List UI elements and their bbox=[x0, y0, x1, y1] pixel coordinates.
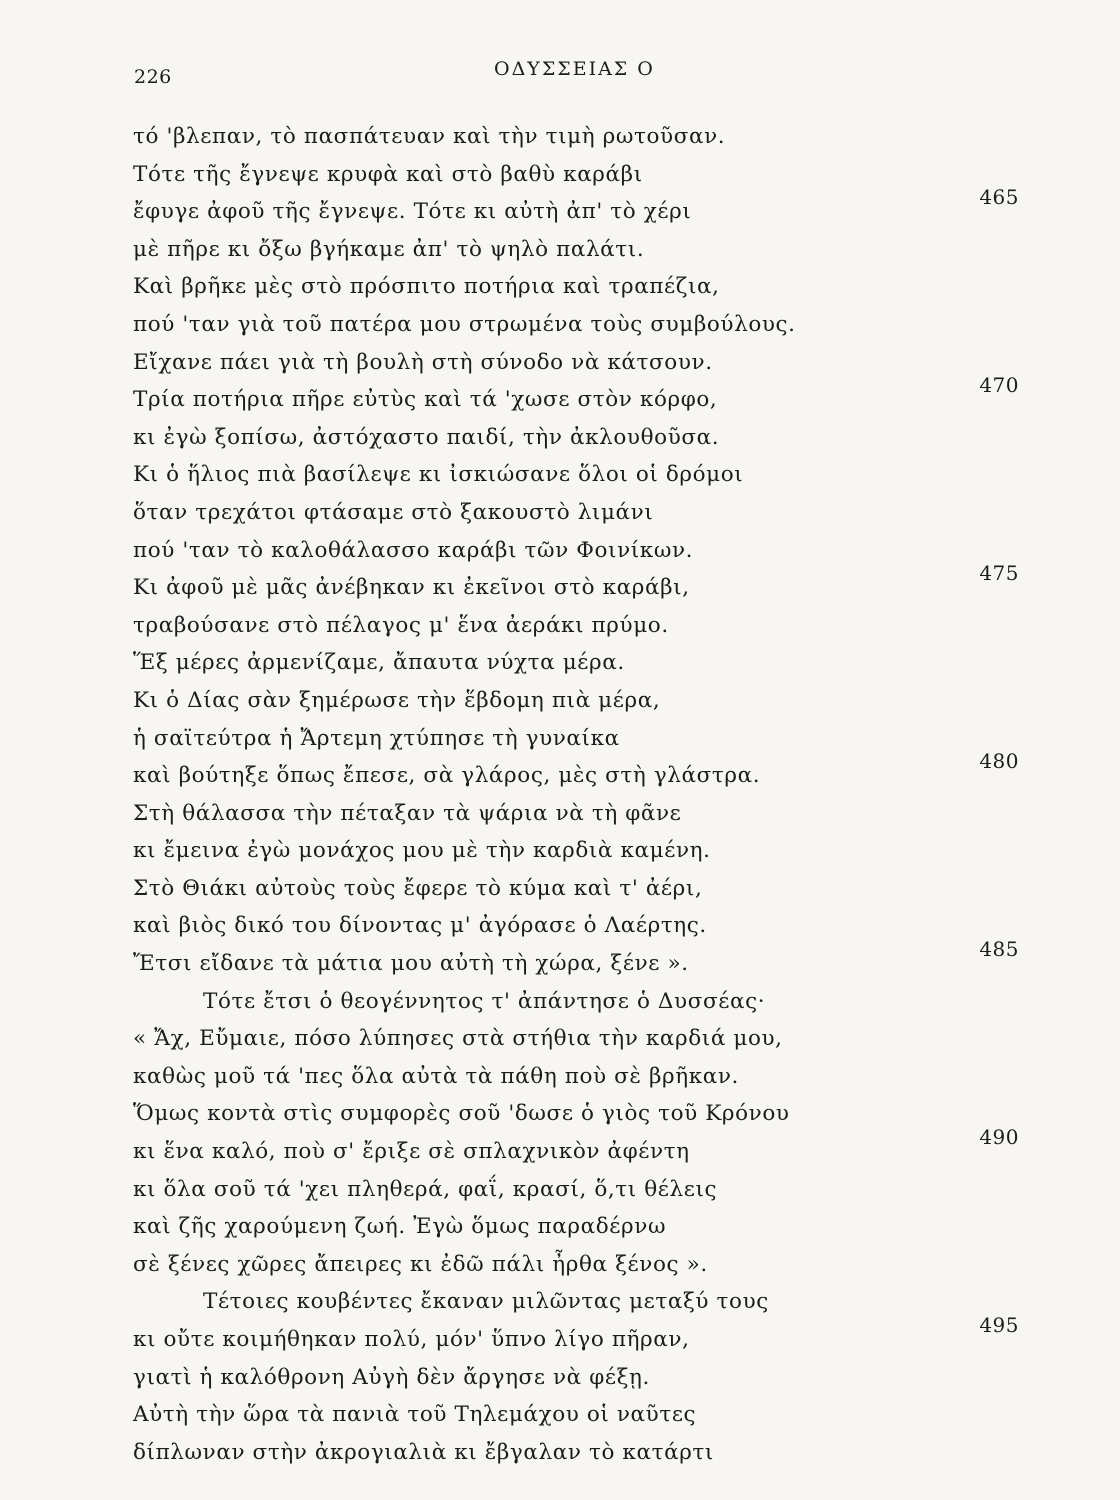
verse-line bbox=[133, 532, 1023, 570]
verse-line bbox=[133, 607, 1023, 645]
verse-line bbox=[133, 373, 1023, 419]
verse-line bbox=[133, 561, 1023, 607]
verse-text: Κι ὁ Δίας σὰν ξημέρωσε τὴν ἕβδομη πιὰ μέρα, bbox=[133, 687, 661, 713]
line-number: 475 bbox=[979, 561, 1019, 586]
verse-line bbox=[133, 185, 1023, 231]
page-number: 226 bbox=[134, 66, 172, 88]
verse-text: κι οὔτε κοιμήθηκαν πολύ, μόν' ὕπνο λίγο πῆραν, bbox=[133, 1327, 690, 1352]
verse-text: Κι ὁ ἥλιος πιὰ βασίλεψε κι ἰσκιώσανε ὅλοι οἱ δρόμοι bbox=[133, 462, 744, 488]
verse-line bbox=[133, 1434, 1023, 1472]
verse-line bbox=[133, 644, 1023, 682]
verse-line bbox=[133, 870, 1023, 908]
verse-text: κι ἕνα καλό, ποὺ σ' ἔριξε σὲ σπλαχνικὸν ἀφέντη bbox=[133, 1139, 690, 1165]
verse-text: κι ἐγὼ ξοπίσω, ἀστόχαστο παιδί, τὴν ἀκλουθοῦσα. bbox=[133, 424, 720, 450]
verse-line bbox=[133, 1020, 1023, 1058]
verse-text: καθὼς μοῦ τά 'πες ὅλα αὐτὰ τὰ πάθη ποὺ σὲ βρῆκαν. bbox=[133, 1063, 739, 1089]
verse-text: τραβούσανε στὸ πέλαγος μ' ἕνα ἀεράκι πρύμο. bbox=[133, 612, 669, 638]
line-number: 495 bbox=[979, 1313, 1019, 1337]
verse-line bbox=[133, 1313, 1023, 1359]
verse-text: Καὶ βρῆκε μὲς στὸ πρόσπιτο ποτήρια καὶ τραπέζια, bbox=[133, 274, 720, 300]
verse-text: « Ἄχ, Εὔμαιε, πόσο λύπησες στὰ στήθια τὴν καρδιά μου, bbox=[133, 1026, 783, 1052]
verse-line bbox=[133, 1125, 1023, 1171]
verse-text: Κι ἀφοῦ μὲ μᾶς ἀνέβηκαν κι ἐκεῖνοι στὸ καράβι, bbox=[133, 575, 690, 601]
verse-text: κι ὅλα σοῦ τά 'χει πληθερά, φαΐ, κρασί, ὅ,τι θέλεις bbox=[133, 1176, 718, 1202]
verse-text: Στὴ θάλασσα τὴν πέταξαν τὰ ψάρια νὰ τὴ φᾶνε bbox=[133, 800, 682, 826]
verse-text: πού 'ταν τὸ καλοθάλασσο καράβι τῶν Φοινίκων. bbox=[133, 537, 694, 563]
verse-text: Τότε τῆς ἔγνεψε κρυφὰ καὶ στὸ βαθὺ καράβι bbox=[133, 161, 643, 187]
verse-text: Εἴχανε πάει γιὰ τὴ βουλὴ στὴ σύνοδο νὰ κάτσουν. bbox=[133, 349, 713, 375]
verse-line bbox=[133, 1095, 1023, 1133]
line-number: 470 bbox=[979, 373, 1019, 398]
verse-line bbox=[133, 456, 1023, 494]
verse-text: Ἕξ μέρες ἀρμενίζαμε, ἄπαυτα νύχτα μέρα. bbox=[133, 650, 625, 676]
verse-line bbox=[133, 682, 1023, 720]
verse-line bbox=[133, 1283, 1023, 1321]
verse-line bbox=[133, 795, 1023, 833]
line-number: 490 bbox=[979, 1125, 1019, 1150]
verse-text: Τέτοιες κουβέντες ἔκαναν μιλῶντας μεταξύ τους bbox=[203, 1289, 769, 1315]
verse-text: Αὐτὴ τὴν ὥρα τὰ πανιὰ τοῦ Τηλεμάχου οἱ ναῦτες bbox=[133, 1402, 697, 1428]
verse-text: καὶ ζῆς χαρούμενη ζωή. Ἐγὼ ὅμως παραδέρνω bbox=[133, 1214, 667, 1240]
verse-line bbox=[133, 1208, 1023, 1246]
verse-line bbox=[133, 1396, 1023, 1434]
verse-text: Τότε ἔτσι ὁ θεογέννητος τ' ἀπάντησε ὁ Δυσσέας· bbox=[203, 988, 766, 1014]
verse-line bbox=[133, 937, 1023, 983]
verse-text: δίπλωναν στὴν ἀκρογιαλιὰ κι ἔβγαλαν τὸ κατάρτι bbox=[133, 1439, 714, 1465]
verse-line bbox=[133, 306, 1023, 344]
verse-line bbox=[133, 749, 1023, 795]
verse-text: σὲ ξένες χῶρες ἄπειρες κι ἐδῶ πάλι ἦρθα ξένος ». bbox=[133, 1251, 708, 1277]
line-number: 480 bbox=[979, 749, 1019, 774]
verse-text: Στὸ Θιάκι αὐτοὺς τοὺς ἔφερε τὸ κύμα καὶ τ' ἀέρι, bbox=[133, 875, 703, 901]
verse-text: Ὅμως κοντὰ στὶς συμφορὲς σοῦ 'δωσε ὁ γιὸς τοῦ Κρόνου bbox=[133, 1101, 790, 1127]
verse-line bbox=[133, 1058, 1023, 1096]
verse-text: ὅταν τρεχάτοι φτάσαμε στὸ ξακουστὸ λιμάνι bbox=[133, 499, 654, 525]
verse-text: ἡ σαϊτεύτρα ἡ Ἄρτεμη χτύπησε τὴ γυναίκα bbox=[133, 725, 620, 751]
verse-line bbox=[133, 344, 1023, 382]
verse-text: καὶ βούτηξε ὅπως ἔπεσε, σὰ γλάρος, μὲς στὴ γλάστρα. bbox=[133, 763, 761, 789]
verse-line bbox=[133, 1359, 1023, 1397]
verse-block bbox=[133, 118, 1023, 1471]
line-number: 485 bbox=[979, 937, 1019, 962]
verse-text: Τρία ποτήρια πῆρε εὐτὺς καὶ τά 'χωσε στὸν κόρφο, bbox=[133, 387, 718, 413]
verse-line bbox=[133, 118, 1023, 156]
verse-text: ἔφυγε ἀφοῦ τῆς ἔγνεψε. Τότε κι αὐτὴ ἀπ' τὸ χέρι bbox=[133, 199, 692, 225]
verse-text: Ἔτσι εἴδανε τὰ μάτια μου αὐτὴ τὴ χώρα, ξένε ». bbox=[133, 951, 689, 977]
line-number: 465 bbox=[979, 185, 1019, 210]
verse-line bbox=[133, 156, 1023, 194]
verse-line bbox=[133, 983, 1023, 1021]
verse-line bbox=[133, 231, 1023, 269]
verse-line bbox=[133, 720, 1023, 758]
verse-line bbox=[133, 907, 1023, 945]
verse-line bbox=[133, 268, 1023, 306]
verse-text: κι ἔμεινα ἐγὼ μονάχος μου μὲ τὴν καρδιὰ καμένη. bbox=[133, 838, 711, 864]
verse-line bbox=[133, 832, 1023, 870]
verse-text: τό 'βλεπαν, τὸ πασπάτευαν καὶ τὴν τιμὴ ρωτοῦσαν. bbox=[133, 124, 726, 149]
verse-line bbox=[133, 494, 1023, 532]
verse-text: καὶ βιὸς δικό του δίνοντας μ' ἀγόρασε ὁ Λαέρτης. bbox=[133, 913, 707, 939]
running-title: ΟΔΥΣΣΕΙΑΣ Ο bbox=[494, 58, 655, 80]
verse-text: πού 'ταν γιὰ τοῦ πατέρα μου στρωμένα τοὺς συμβούλους. bbox=[133, 311, 796, 337]
verse-line bbox=[133, 1171, 1023, 1209]
verse-line bbox=[133, 419, 1023, 457]
verse-text: μὲ πῆρε κι ὄξω βγήκαμε ἀπ' τὸ ψηλὸ παλάτι. bbox=[133, 236, 645, 262]
page-header bbox=[134, 58, 1014, 90]
verse-line bbox=[133, 1246, 1023, 1284]
verse-text: γιατὶ ἡ καλόθρονη Αὐγὴ δὲν ἄργησε νὰ φέξῃ. bbox=[133, 1364, 650, 1390]
